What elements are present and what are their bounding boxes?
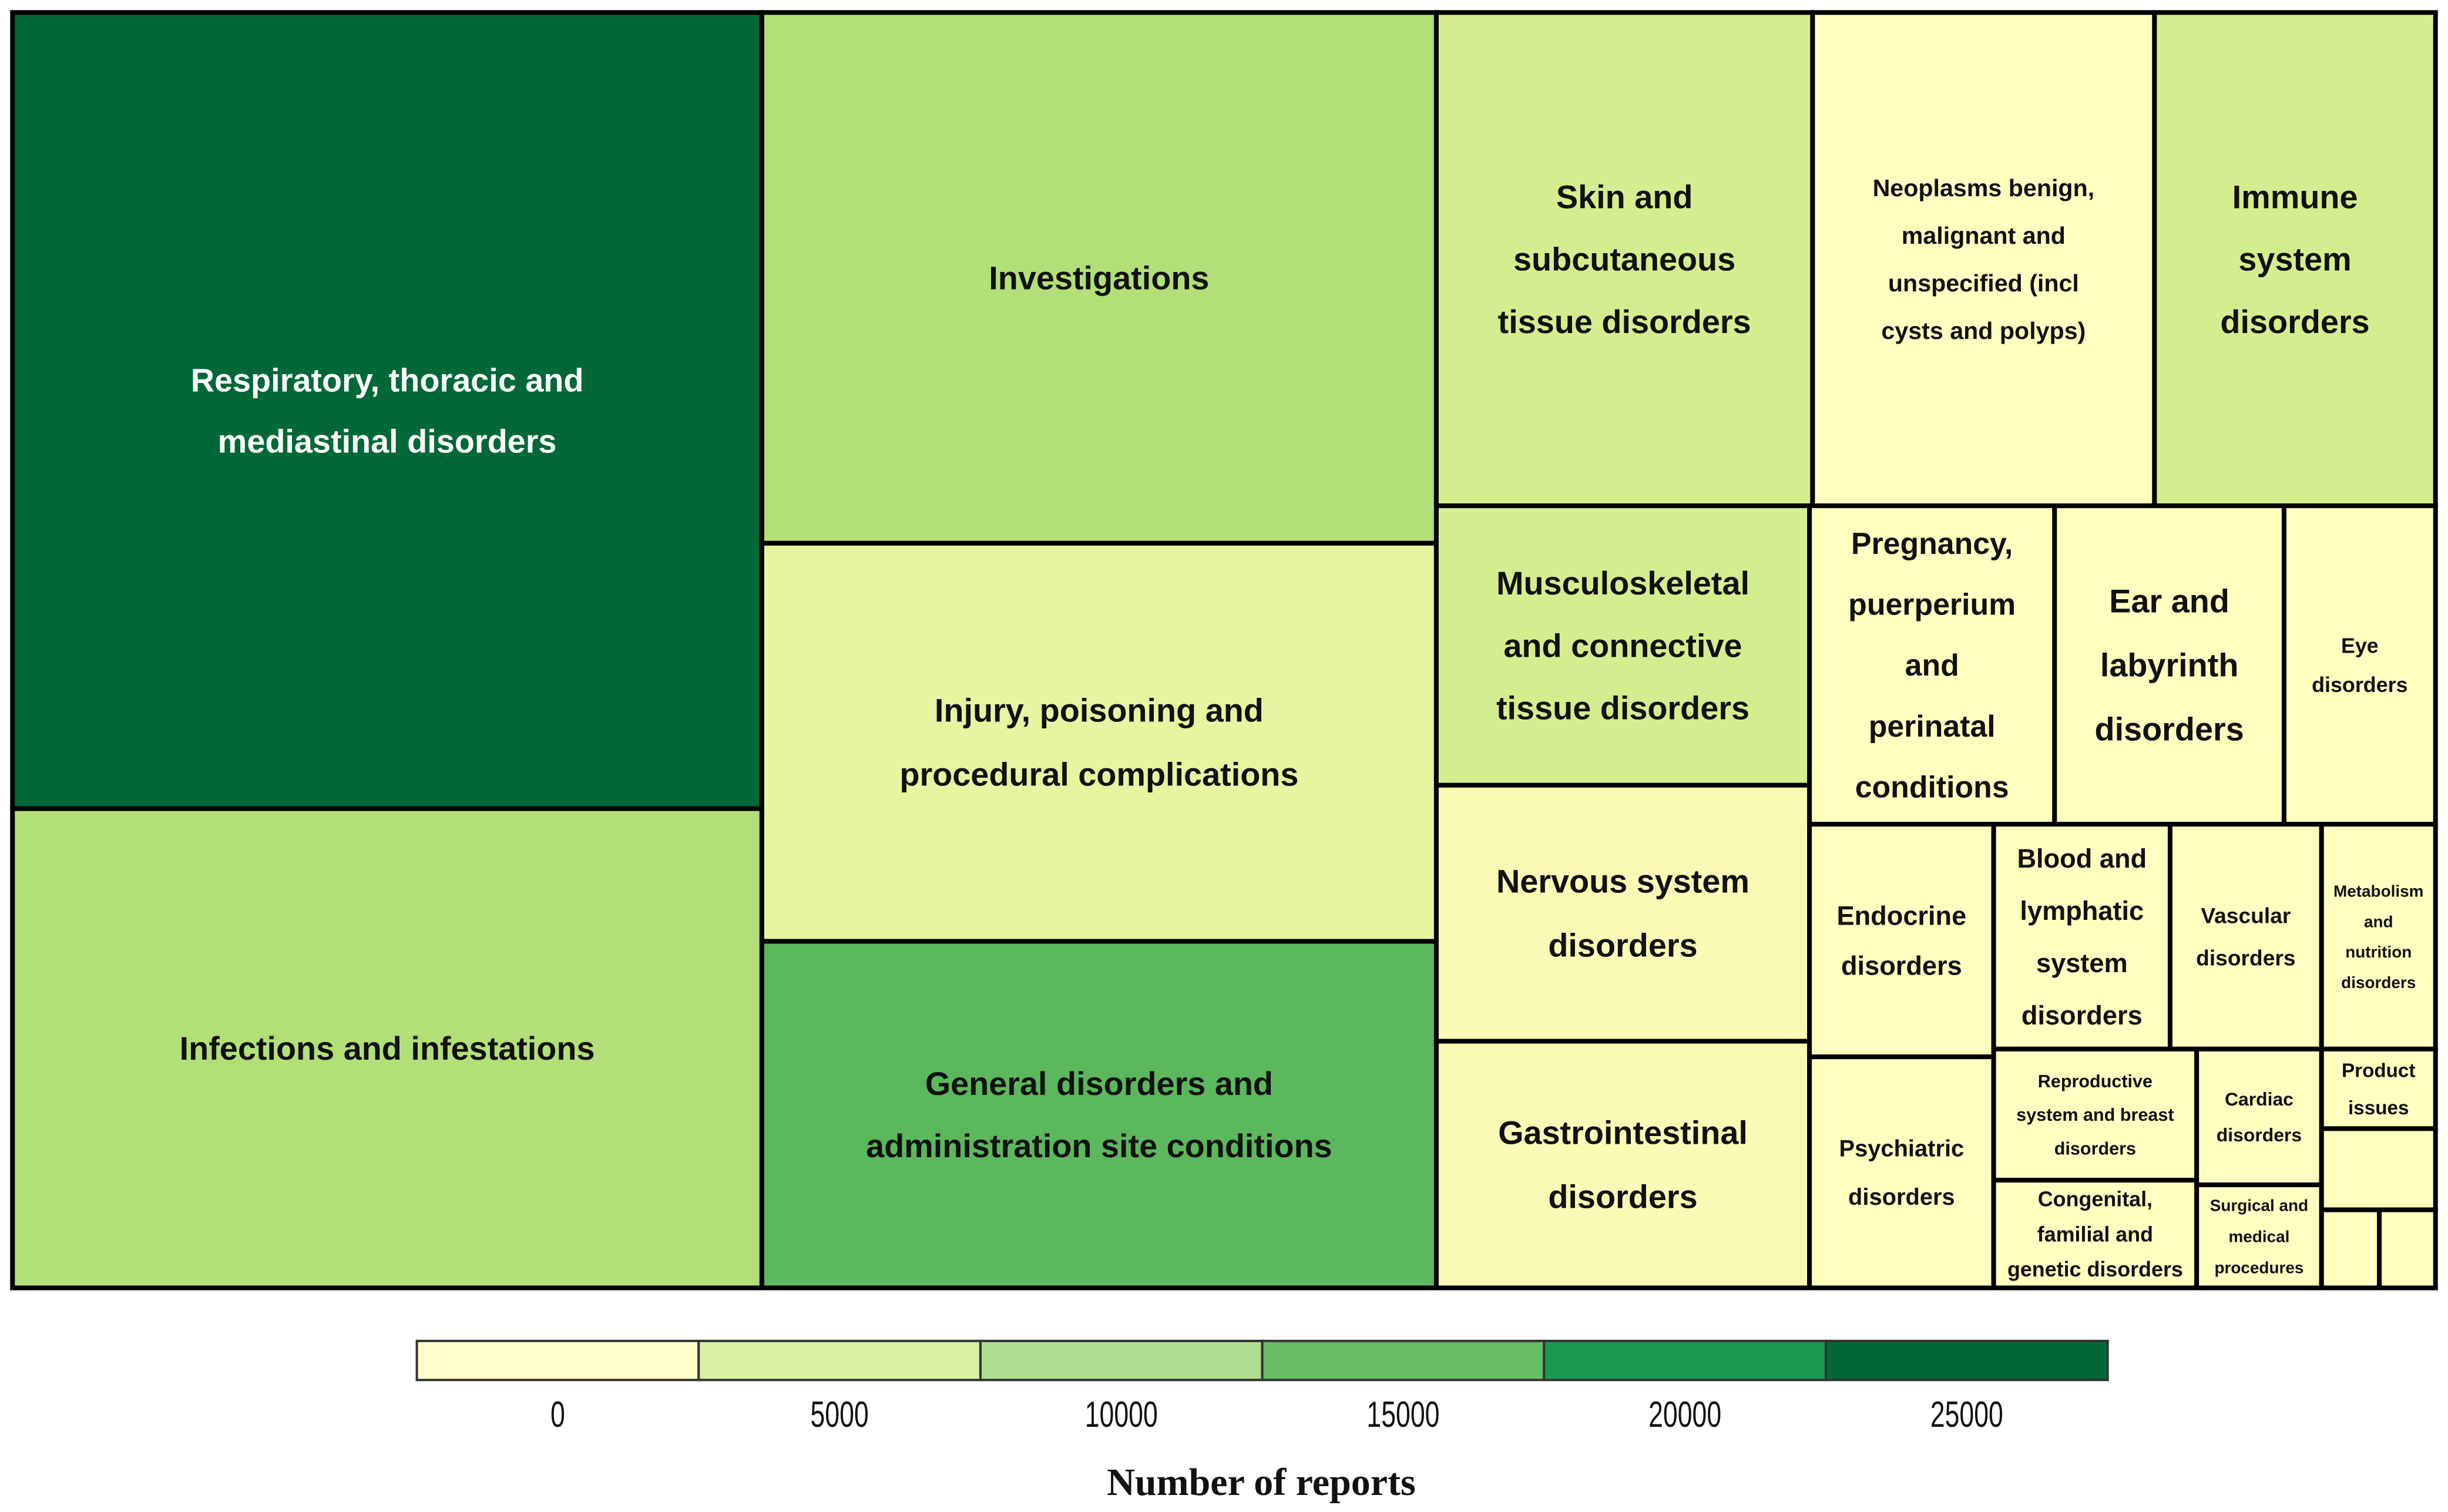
legend-color-bin [1262,1341,1544,1380]
treemap-tile [1436,1041,1809,1288]
treemap-tile [1436,12,1812,506]
treemap-tile-label: Congenital, familial and genetic disorders [2007,1187,2183,1282]
treemap-tile-label: Musculoskeletal and connective tissue disorders [1496,565,1750,727]
treemap-tile-label: Gastrointestinal disorders [1498,1114,1748,1215]
treemap-tile [762,941,1436,1288]
treemap-tile [1809,1057,1994,1288]
legend-color-bin [417,1341,699,1380]
treemap-tile [2197,1185,2322,1288]
treemap-tile-label: Reproductive system and breast disorders [2016,1071,2174,1159]
treemap-tile [1994,824,2170,1049]
treemap-tile-rect [2197,1049,2322,1185]
legend-color-bin [699,1341,980,1380]
legend-color-bin [1544,1341,1826,1380]
treemap-tile [1809,506,2054,824]
treemap-tile [2170,824,2322,1049]
treemap-tile [1809,824,1994,1057]
treemap-tile-label: Nervous system disorders [1496,862,1750,964]
legend-title: Number of reports [1107,1461,1416,1504]
treemap-tile-rect [1436,1041,1809,1288]
treemap-tile [12,809,762,1288]
treemap-tile-rect [2322,824,2436,1049]
treemap-tile-label: General disorders and administration site conditions [866,1064,1332,1165]
treemap-tile [2284,506,2436,824]
treemap-tile-rect [2170,824,2322,1049]
legend-tick-label: 0 [550,1394,565,1435]
treemap-tile-label: Pregnancy, puerperium and perinatal conditions [1848,526,2016,804]
treemap-tile [1994,1049,2197,1180]
treemap-tile [2322,1049,2436,1129]
legend-tick-label: 5000 [810,1394,869,1435]
treemap-tile-rect [2284,506,2436,824]
treemap-tile-label: Surgical and medical procedures [2209,1196,2309,1277]
legend-tick-label: 20000 [1648,1394,1722,1435]
legend-tick-label: 15000 [1366,1394,1440,1435]
treemap-tile-rect [1809,1057,1994,1288]
treemap-tiles [12,12,2435,1288]
legend-tick-label: 25000 [1930,1394,2003,1435]
treemap-tile [2197,1049,2322,1185]
treemap-tile [12,12,762,808]
treemap-tile-rect [2322,1128,2436,1209]
treemap-tile [762,12,1436,543]
treemap-tile-rect [2379,1210,2436,1288]
treemap-tile-label: Immune system disorders [2220,178,2370,340]
treemap-tile [1994,1180,2197,1288]
treemap-tile [2154,12,2435,506]
treemap-tile-rect [2322,1210,2379,1288]
treemap-tile-label: Eye disorders [2312,634,2408,697]
legend-color-bin [1826,1341,2108,1380]
treemap-tile-rect [762,543,1436,942]
treemap-tile [1812,12,2154,506]
treemap-tile-label: Cardiac disorders [2216,1088,2302,1146]
treemap-tile-rect [12,12,762,808]
color-legend [417,1341,2108,1435]
treemap-tile-label: Neoplasms benign, malignant and unspecified (incl cysts and polyps) [1872,174,2095,345]
treemap-tile-rect [1436,785,1809,1041]
treemap-tile-label: Endocrine disorders [1836,901,1967,981]
treemap-tile-label: Infections and infestations [179,1030,595,1067]
treemap-tile-label: Injury, poisoning and procedural complications [899,691,1299,793]
treemap-tile-rect [1809,824,1994,1057]
treemap-tile-label: Product issues [2342,1060,2416,1120]
legend-tick-label: 10000 [1084,1394,1158,1435]
treemap-tile-rect [1812,12,2154,506]
treemap-tile [2322,1128,2436,1209]
treemap-tile-label: Investigations [989,259,1210,297]
treemap-tile [2322,824,2436,1049]
treemap-tile-label: Psychiatric disorders [1839,1135,1965,1210]
treemap-tile [2322,1210,2379,1288]
treemap-tile [1436,785,1809,1041]
treemap-tile-label: Vascular disorders [2196,903,2296,970]
treemap-tile [762,543,1436,942]
treemap-tile-label: Ear and labyrinth disorders [2094,582,2244,748]
treemap-tile-label: Respiratory, thoracic and mediastinal disorders [190,361,584,460]
treemap-tile-label: Blood and lymphatic system disorders [2017,843,2147,1030]
legend-color-bin [980,1341,1262,1380]
treemap-tile [2379,1210,2436,1288]
treemap-tile [2054,506,2284,824]
treemap-tile-label: Metabolism and nutrition disorders [2333,882,2424,992]
treemap-tile-rect [762,941,1436,1288]
treemap-tile-label: Skin and subcutaneous tissue disorders [1497,178,1751,340]
treemap-tile [1436,506,1809,785]
